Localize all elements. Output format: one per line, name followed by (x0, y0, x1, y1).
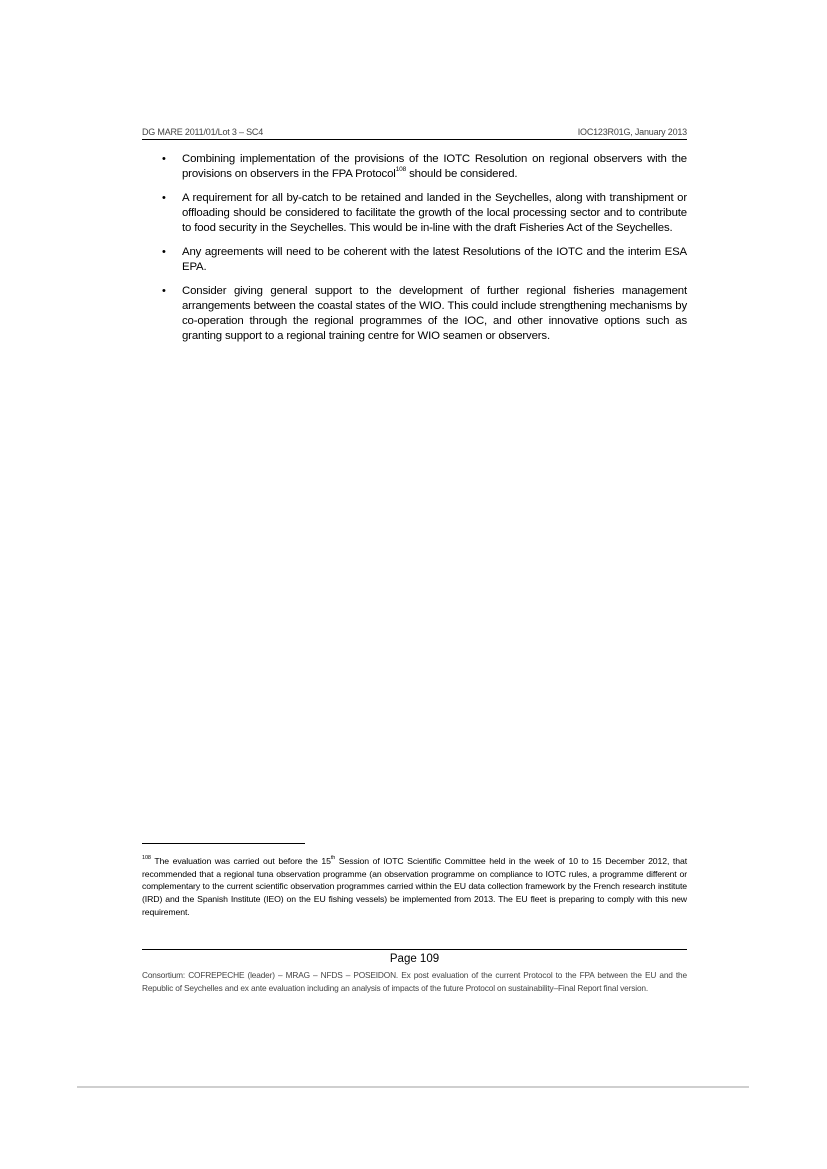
bullet-icon: • (162, 192, 166, 204)
footnote-text: The evaluation was carried out before the 15 (150, 856, 331, 866)
footnote-reference[interactable]: 108 (395, 166, 407, 174)
header-project-ref: DG MARE 2011/01/Lot 3 – SC4 (142, 127, 263, 137)
list-item-text: Consider giving general support to the development of further regional fisheries management arrangements between the coastal states of the WIO. This could include strengthening mechanisms by co-operation through the regional programmes of the IOC, and other innovative options such as granting support to a regional training centre for WIO seamen or observers. (182, 285, 687, 342)
bullet-icon: • (162, 153, 166, 165)
list-item-text: Any agreements will need to be coherent with the latest Resolutions of the IOTC and the interim ESA EPA. (182, 246, 687, 273)
list-item-text: Combining implementation of the provisions of the IOTC Resolution on regional observers with the provisions on observers in the FPA Protocol (182, 153, 687, 180)
bullet-icon: • (162, 285, 166, 297)
bullet-icon: • (162, 246, 166, 258)
footnote-number: 108 (142, 855, 151, 862)
list-item (142, 152, 687, 182)
list-item (142, 284, 687, 344)
list-item-text: should be considered. (406, 168, 518, 180)
footer-divider (142, 949, 687, 950)
page-number: Page 109 (389, 953, 440, 965)
header-divider (142, 139, 687, 140)
footnote-text: Session of IOTC Scientific Committee held in the week of 10 to 15 December 2012, that recommended that a regional tuna observation programme (an observation programme on compliance to IOTC rules, a programme different or complementary to the current scientific observation programmes carried within the EU data collection framework by the French research institute (IRD) and the Spanish Institute (IEO) on the EU fishing vessels) be implemented from 2013. The EU fleet is preparing to comply with this new requirement. (142, 856, 688, 917)
list-item-text: A requirement for all by-catch to be retained and landed in the Seychelles, along with transhipment or offloading should be considered to facilitate the growth of the local processing sector and to contribute to food security in the Seychelles. This would be in-line with the draft Fisheries Act of the Seychelles. (182, 192, 687, 234)
header-document-ref: IOC123R01G, January 2013 (577, 127, 687, 137)
page-header (142, 127, 687, 139)
footer-consortium-text: Consortium: COFREPECHE (leader) – MRAG – NFDS – POSEIDON. Ex post evaluation of the current Protocol to the FPA between the EU and the Republic of Seychelles and ex ante evaluation including an analysis of impacts of the future Protocol on sustainability–Final Report final version. (142, 970, 687, 993)
viewer-page-separator (77, 1086, 749, 1088)
list-item (142, 191, 687, 236)
ordinal-suffix: th (330, 855, 336, 862)
footnote-divider (142, 843, 305, 844)
list-item (142, 245, 687, 275)
recommendations-list (142, 152, 687, 353)
footnote (142, 855, 687, 919)
